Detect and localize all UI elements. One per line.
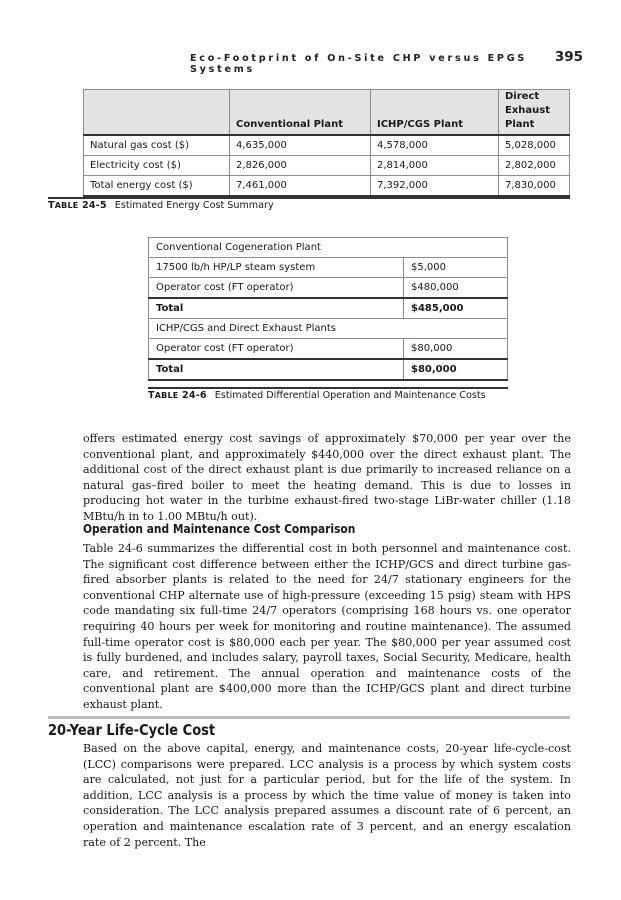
table-cell: Natural gas cost ($)	[84, 135, 230, 156]
table-cell: $80,000	[404, 359, 508, 380]
caption-label: TABLE 24-6	[148, 390, 207, 401]
caption-rule	[48, 197, 570, 199]
body-paragraph: Table 24-6 summarizes the differential cost in both personnel and maintenance cost. The significant cost difference between either the ICHP/GCS and direct turbine gas-fired absorber plants is related to the need for 24/7 stationary engineers for the conventional CHP alternate use of high-pressure (exceeding 15 psig) steam with HPS code mandating six full-time 24/7 operators (comprising 168 hours vs. one operator requiring 40 hours per week for monitoring and routine maintenance). The assumed full-time operator cost is $80,000 each per year. The $80,000 per year assumed cost is fully burdened, and includes salary, payroll taxes, Social Security, Medicare, health care, and retirement. The annual operation and maintenance costs of the conventional plant are $400,000 more than the ICHP/GCS plant and direct turbine exhaust plant.	[83, 542, 571, 711]
table-cell: ICHP/CGS and Direct Exhaust Plants	[149, 319, 508, 339]
table-cell: $5,000	[404, 258, 508, 278]
table-cell: Total	[149, 298, 404, 319]
section-heading: 20-Year Life-Cycle Cost	[48, 721, 216, 739]
page-number: 395	[554, 49, 583, 65]
subsection-heading: Operation and Maintenance Cost Comparison	[83, 521, 356, 536]
table-header-cell: Conventional Plant	[230, 90, 371, 136]
table-cell: Electricity cost ($)	[84, 156, 230, 176]
table-cell: 5,028,000	[499, 135, 570, 156]
table-cell: Total	[149, 359, 404, 380]
caption-rule	[148, 387, 508, 389]
table-row	[84, 135, 570, 156]
table-cell: 7,461,000	[230, 176, 371, 197]
caption-text: Estimated Energy Cost Summary	[114, 200, 274, 211]
table-cell: 7,830,000	[499, 176, 570, 197]
table-header-cell: Direct Exhaust Plant	[499, 90, 570, 136]
table-total-row	[149, 298, 508, 319]
table-row	[84, 176, 570, 197]
table-row	[149, 339, 508, 360]
table-header-cell	[84, 90, 230, 136]
caption-text: Estimated Differential Operation and Maintenance Costs	[214, 390, 486, 401]
table-cell: 2,802,000	[499, 156, 570, 176]
table-section-row	[149, 319, 508, 339]
table-header-cell: ICHP/CGS Plant	[371, 90, 499, 136]
table-row	[149, 278, 508, 299]
body-paragraph: Based on the above capital, energy, and maintenance costs, 20-year life-cycle-cost (LCC) comparisons were prepared. LCC analysis is a process by which system costs are calculated, not just for a particular period, but for the life of the system. In addition, LCC analysis is a process by which the time value of money is taken into consideration. The LCC analysis prepared assumes a discount rate of 6 percent, an operation and maintenance escalation rate of 3 percent, and an energy escalation rate of 2 percent. The	[83, 742, 571, 849]
table-caption	[48, 200, 274, 211]
table-cell: 4,578,000	[371, 135, 499, 156]
table-cell: 2,814,000	[371, 156, 499, 176]
table-cell: Total energy cost ($)	[84, 176, 230, 197]
table-cell: Operator cost (FT operator)	[149, 278, 404, 299]
table-caption	[148, 390, 486, 401]
table-section-row	[149, 238, 508, 258]
table-total-row	[149, 359, 508, 380]
section-rule	[48, 716, 570, 719]
table-cell: 2,826,000	[230, 156, 371, 176]
table-header-row	[84, 90, 570, 136]
running-title: Eco-Footprint of On-Site CHP versus EPGS Systems	[190, 53, 527, 75]
table-cell: Conventional Cogeneration Plant	[149, 238, 508, 258]
energy-cost-table	[83, 89, 570, 197]
caption-label: TABLE 24-5	[48, 200, 107, 211]
om-cost-table	[148, 237, 508, 381]
body-paragraph: offers estimated energy cost savings of approximately $70,000 per year over the conventional plant, and approximately $440,000 over the direct exhaust plant. The additional cost of the direct exhaust plant is due primarily to increased reliance on a natural gas–fired boiler to meet the heating demand. This is due to losses in producing hot water in the turbine exhaust-fired two-stage LiBr-water chiller (1.18 MBtu/h in to 1.00 MBtu/h out).	[83, 432, 571, 523]
table-row	[149, 258, 508, 278]
table-row	[84, 156, 570, 176]
table-cell: $485,000	[404, 298, 508, 319]
running-header	[190, 49, 583, 75]
table-cell: 4,635,000	[230, 135, 371, 156]
table-cell: $480,000	[404, 278, 508, 299]
table-cell: $80,000	[404, 339, 508, 360]
table-cell: 7,392,000	[371, 176, 499, 197]
table-cell: Operator cost (FT operator)	[149, 339, 404, 360]
table-cell: 17500 lb/h HP/LP steam system	[149, 258, 404, 278]
